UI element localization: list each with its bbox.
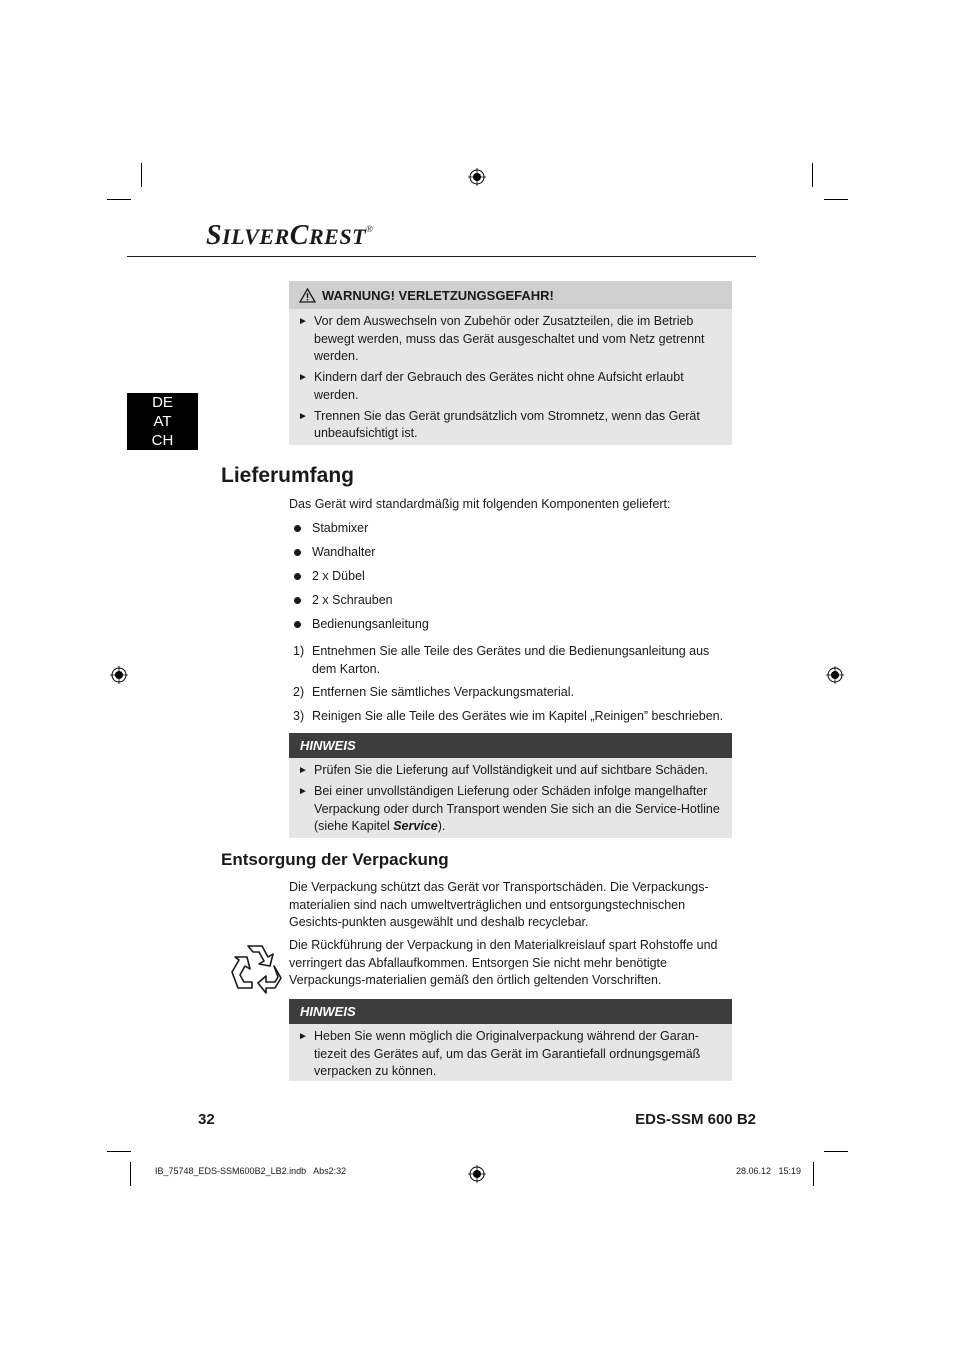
list-item: ► Trennen Sie das Gerät grundsätzlich vom Stromnetz, wenn das Gerät unbeaufsichtigt ist. (298, 408, 700, 440)
registration-mark-icon (110, 666, 128, 684)
warning-title: WARNUNG! VERLETZUNGSGEFAHR! (322, 287, 554, 303)
note-list (289, 1024, 732, 1091)
note-header: HINWEIS (289, 999, 732, 1024)
note-header: HINWEIS (289, 733, 732, 758)
arrow-right-icon: ► (298, 316, 308, 327)
crop-mark-bl-h (107, 1151, 131, 1152)
brand-logo: SILVERCREST® (206, 220, 374, 251)
arrow-right-icon: ► (298, 410, 308, 422)
section-title-lieferumfang: Lieferumfang (221, 464, 355, 487)
warning-triangle-icon (299, 288, 316, 303)
page-number: 32 (198, 1111, 215, 1128)
registration-mark-icon (468, 168, 486, 186)
arrow-right-icon: ► (298, 786, 308, 797)
note-box (289, 999, 732, 1081)
lang-at: AT (153, 413, 172, 430)
registration-mark-icon (468, 1165, 486, 1183)
print-date-info: 28.06.12 15:19 (736, 1166, 802, 1176)
intro-text: Das Gerät wird standardmäßig mit folgenden Komponenten geliefert: (289, 497, 671, 511)
recycle-icon (226, 940, 284, 996)
list-item: 2 x Schrauben (289, 592, 429, 616)
list-item: ► Prüfen Sie die Lieferung auf Vollständigkeit und auf sichtbare Schäden. (298, 762, 720, 780)
list-item: ► Vor dem Auswechseln von Zubehör oder Zusatzteilen, die im Betrieb bewegt werden, muss das Gerät ausgeschaltet und vom Netz getrennt werden. (298, 314, 705, 363)
crop-mark-tr-v (812, 163, 813, 187)
list-item: ► Heben Sie wenn möglich die Originalverpackung während der Garan-tiezeit des Gerätes auf, um das Gerät im Garantiefall ordnungsgemäß verpacken zu können. (298, 1029, 701, 1078)
crop-mark-tr-h (824, 199, 848, 200)
crop-mark-br-h (824, 1151, 848, 1152)
language-tab (127, 393, 198, 450)
step-list (289, 643, 734, 731)
arrow-right-icon: ► (298, 1031, 308, 1042)
crop-mark-bl-v (130, 1162, 131, 1186)
arrow-right-icon: ► (298, 372, 308, 383)
list-item: Wandhalter (289, 544, 429, 568)
list-item: 2) Entfernen Sie sämtliches Verpackungsmaterial. (293, 685, 574, 699)
list-item: ► Kindern darf der Gebrauch des Gerätes nicht ohne Aufsicht erlaubt werden. (298, 370, 684, 402)
warning-list (289, 309, 732, 453)
crop-mark-tl-h (107, 199, 131, 200)
crop-mark-tl-v (141, 163, 142, 187)
model-number: EDS-SSM 600 B2 (635, 1111, 756, 1128)
crop-mark-br-v (813, 1162, 814, 1186)
header-rule (127, 256, 756, 257)
print-file-info: IB_75748_EDS-SSM600B2_LB2.indb Abs2:32 (155, 1166, 347, 1176)
registration-mark-icon (826, 666, 844, 684)
note-box (289, 733, 732, 838)
warning-box (289, 281, 732, 445)
note-list (289, 758, 732, 846)
list-item: Bedienungsanleitung (289, 616, 429, 640)
component-list (289, 520, 429, 640)
list-item: ► Bei einer unvollständigen Lieferung oder Schäden infolge mangelhafter Verpackung oder durch Transport wenden Sie sich an die Service-Hotline (siehe Kapitel Service). (298, 784, 720, 833)
list-item: 1) Entnehmen Sie alle Teile des Gerätes und die Bedienungsanleitung aus dem Karton. (293, 644, 710, 676)
arrow-right-icon: ► (298, 765, 308, 776)
list-item: 3) Reinigen Sie alle Teile des Gerätes wie im Kapitel „Reinigen” beschrieben. (293, 708, 724, 723)
paragraph: Die Verpackung schützt das Gerät vor Transportschäden. Die Verpackungs-materialien sind nach umweltverträglichen und entsorgungstechnischen Gesichts-punkten ausgewählt und deshalb recyclebar. (289, 880, 709, 929)
section-title-entsorgung: Entsorgung der Verpackung (221, 850, 449, 869)
lang-de: DE (152, 394, 173, 411)
list-item: Stabmixer (289, 520, 429, 544)
lang-ch: CH (151, 432, 174, 449)
warning-header (289, 281, 732, 309)
paragraph: Die Rückführung der Verpackung in den Materialkreislauf spart Rohstoffe und verringert das Abfallaufkommen. Entsorgen Sie nicht mehr benötigte Verpackungs-materialien gemäß den örtlich geltenden Vorschriften. (289, 938, 718, 987)
list-item: 2 x Dübel (289, 568, 429, 592)
